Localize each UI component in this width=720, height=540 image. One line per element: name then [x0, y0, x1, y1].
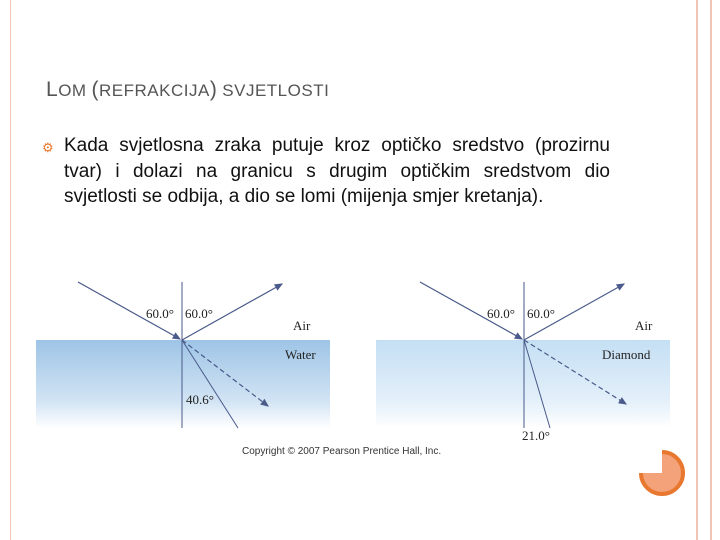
title-part-1: OM [58, 81, 87, 100]
reflected-angle-label: 60.0° [185, 306, 213, 321]
title-first-letter: L [46, 78, 59, 101]
diagram-water [36, 282, 330, 428]
incident-angle-label: 60.0° [146, 306, 174, 321]
refracted-angle-label: 21.0° [522, 428, 550, 443]
lower-medium-label: Diamond [602, 347, 651, 362]
copyright-notice: Copyright © 2007 Pearson Prentice Hall, Inc. [242, 446, 442, 457]
lower-medium-label: Water [285, 347, 316, 362]
title-paren-close: ) [209, 78, 218, 101]
bullet-text: Kada svjetlosna zraka putuje kroz optičko sredstvo (prozirnu tvar) i dolazi na granicu s drugim optičkim sredstvom dio svjetlosti se odbija, a dio se lomi (mijenja smjer kretanja). [64, 135, 610, 207]
bullet-icon: ⚙ [42, 140, 54, 155]
title-paren-open: ( [91, 78, 100, 101]
upper-medium-label: Air [635, 318, 653, 333]
reflected-angle-label: 60.0° [527, 306, 555, 321]
title-part-3: SVJETLOSTI [222, 81, 330, 100]
upper-medium-label: Air [293, 318, 311, 333]
incident-angle-label: 60.0° [487, 306, 515, 321]
title-part-2: REFRAKCIJA [99, 81, 210, 100]
refracted-angle-label: 40.6° [186, 392, 214, 407]
diagram-diamond [376, 282, 670, 443]
